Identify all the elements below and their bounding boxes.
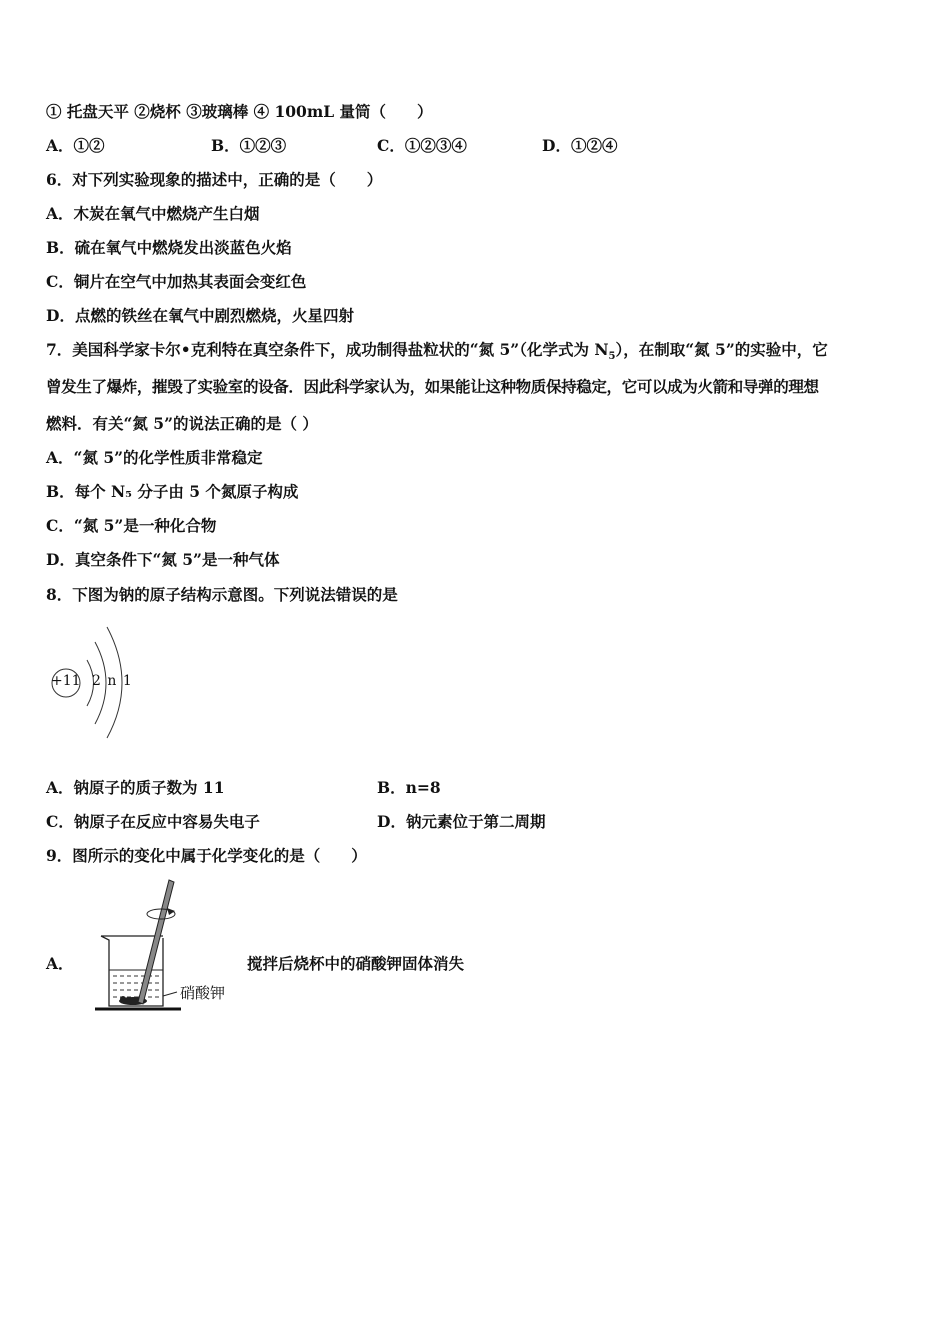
q7-subscript: 5 (608, 351, 616, 363)
q7-option-d: D．真空条件下“氮 5”是一种气体 (46, 550, 280, 569)
q8-option-b: B．n=8 (377, 778, 441, 797)
q5-option-b: B．①②③ (211, 136, 287, 155)
q8-option-d: D．钠元素位于第二周期 (377, 812, 546, 831)
nucleus-charge: +11 (51, 673, 81, 689)
q8-stem: 8．下图为钠的原子结构示意图。下列说法错误的是 (46, 585, 398, 604)
q5-stem: ① 托盘天平 ②烧杯 ③玻璃棒 ④ 100mL 量筒（ ） (46, 102, 433, 121)
q6-option-d: D．点燃的铁丝在氧气中剧烈燃烧，火星四射 (46, 306, 354, 325)
q7-stem-1a: 7．美国科学家卡尔•克利特在真空条件下，成功制得盐粒状的“氮 5”（化学式为 N (46, 340, 609, 359)
q7-stem-line1 (46, 340, 828, 367)
q5-option-a: A．①② (46, 136, 105, 155)
q7-stem-1b: ），在制取“氮 5”的实验中，它 (615, 340, 828, 359)
electron-shells: 2 n 1 (92, 673, 132, 689)
q7-stem-line3: 燃料．有关“氮 5”的说法正确的是（ ） (46, 414, 318, 433)
q6-option-c: C．铜片在空气中加热其表面会变红色 (46, 272, 307, 291)
q6-option-b: B．硫在氧气中燃烧发出淡蓝色火焰 (46, 238, 292, 257)
beaker-stirring-figure (95, 878, 185, 1013)
q8-option-c: C．钠原子在反应中容易失电子 (46, 812, 260, 831)
q7-stem-line2: 曾发生了爆炸，摧毁了实验室的设备．因此科学家认为，如果能让这种物质保持稳定，它可以成为火箭和导弹的理想 (46, 377, 819, 396)
figure-label-potassium-nitrate: 硝酸钾 (180, 984, 226, 1002)
q7-option-b: B．每个 N₅ 分子由 5 个氮原子构成 (46, 482, 299, 501)
q5-option-d: D．①②④ (542, 136, 618, 155)
q9-option-a-label: A． (46, 954, 74, 973)
q5-option-c: C．①②③④ (377, 136, 467, 155)
q7-option-c: C．“氮 5”是一种化合物 (46, 516, 217, 535)
q6-option-a: A．木炭在氧气中燃烧产生白烟 (46, 204, 260, 223)
q9-stem: 9．图所示的变化中属于化学变化的是（ ） (46, 846, 367, 865)
q6-stem: 6．对下列实验现象的描述中，正确的是（ ） (46, 170, 383, 189)
q8-option-a: A．钠原子的质子数为 11 (46, 778, 225, 797)
q7-option-a: A．“氮 5”的化学性质非常稳定 (46, 448, 263, 467)
q9-option-a-text: 搅拌后烧杯中的硝酸钾固体消失 (247, 954, 465, 973)
